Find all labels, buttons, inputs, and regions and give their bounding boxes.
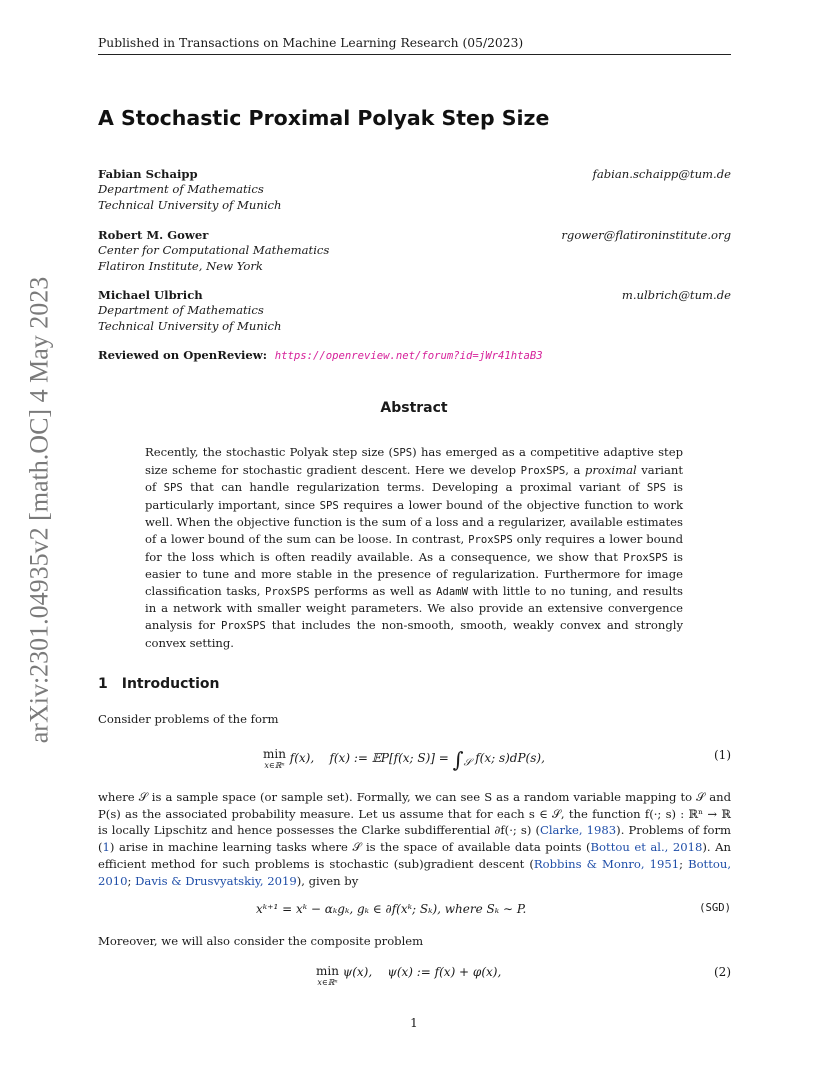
paragraph-composite: Moreover, we will also consider the composite problem [98,934,424,948]
emphasis: proximal [584,462,637,477]
reviewed-line [98,348,543,362]
author-affiliation: Flatiron Institute, New York [98,258,263,273]
author-affiliation: Department of Mathematics [98,182,264,197]
arxiv-stamp [24,255,54,765]
code-term: SPS [393,447,413,459]
section-title: Introduction [121,676,220,692]
author-affiliation: Technical University of Munich [98,318,282,333]
author-email[interactable]: rgower@flatironinstitute.org [561,228,731,242]
openreview-link[interactable]: https://openreview.net/forum?id=jWr41htaB3 [274,350,543,362]
reviewed-label: Reviewed on OpenReview: [98,348,268,362]
author-affiliation: Technical University of Munich [98,197,282,212]
citation[interactable]: Bottou et al., 2018 [590,840,703,855]
author-name: Robert M. Gower [98,228,209,242]
expectation-def: f(x) := 𝔼P[f(x; S)] = [329,751,449,765]
integrand: f(x; s)dP(s), [475,751,545,765]
author-affiliation: Center for Computational Mathematics [98,243,330,258]
code-term: ProxSPS [221,619,266,632]
citation[interactable]: Bottou, 2010 [98,856,732,888]
section-number: 1 [98,676,108,692]
equation-sgd [98,902,731,920]
section-heading [98,676,220,692]
code-term: ProxSPS [623,551,668,564]
code-term: ProxSPS [468,533,513,546]
code-term: ProxSPS [520,464,566,477]
author-affiliation: Department of Mathematics [98,303,264,318]
arxiv-stamp-text: arXiv:2301.04935v2 [math.OC] 4 May 2023 [24,276,54,744]
integral-sign: ∫ [452,748,464,772]
equation-tag: (2) [714,965,731,979]
citation[interactable]: Davis & Drusvyatskiy, 2019 [135,873,297,888]
author-email[interactable]: fabian.schaipp@tum.de [592,167,731,181]
equation-tag: (SGD) [699,902,731,914]
code-term: ProxSPS [265,585,310,598]
author-block-1 [98,167,731,213]
author-name: Michael Ulbrich [98,288,203,302]
equation-ref[interactable]: 1 [102,840,110,855]
code-term: SPS [646,482,666,495]
objective: f(x), [289,751,315,765]
code-term: SPS [163,482,183,495]
equation-sgd-body: xᵏ⁺¹ = xᵏ − αₖgₖ, gₖ ∈ ∂f(xᵏ; Sₖ), where Sₖ ∼ P. [256,902,527,916]
paper-title: A Stochastic Proximal Polyak Step Size [98,106,550,130]
min-operator: min x∈ℝⁿ [263,747,286,770]
equation-2-body: min x∈ℝⁿ ψ(x), ψ(x) := f(x) + φ(x), [316,964,502,987]
equation-1-body: min x∈ℝⁿ f(x), f(x) := 𝔼P[f(x; $S)] = \int_𝒮$ f(x; s)dP(s), [263,747,545,772]
abstract-text: Recently, the stochastic Polyak step size (SPS) has emerged as a competitive adaptive step size scheme for stochastic gradient descent. Here we develop ProxSPS, a proximal variant of SPS that can handle regularization terms. Developing a proximal variant of SPS is particularly important, since SPS requires a lower bound of the objective function to work well. When the objective function is the sum of a loss and a regularizer, available estimates of a lower bound of the sum can be loose. In contrast, ProxSPS only requires a lower bound for the loss which is often readily available. As a consequence, we show that ProxSPS is easier to tune and more stable in the presence of regularization. Furthermore for image classification tasks, ProxSPS performs as well as AdamW with little to no tuning, and results in a network with smaller weight parameters. We also provide an extensive convergence analysis for ProxSPS that includes the non-smooth, smooth, weakly convex and strongly convex setting. [145,445,684,650]
page-number: 1 [410,1016,418,1030]
min-operator: min x∈ℝⁿ [316,964,339,987]
abstract-heading: Abstract [380,400,448,416]
author-block-3 [98,288,731,334]
code-term: SPS [319,499,339,512]
citation[interactable]: Clarke, 1983 [539,823,617,838]
intro-sentence: Consider problems of the form [98,712,279,726]
paragraph-body: where 𝒮 is a sample space (or sample set). Formally, we can see S as a random variable mapping to 𝒮 and P(s) as the associated probability measure. Let us assume that for each s ∈ 𝒮, the function f(·; s) : ℝⁿ → ℝ is locally Lipschitz and hence possesses the Clarke subdifferential ∂f(·; s) (Clarke, 1983). Problems of form (1) arise in machine learning tasks where 𝒮 is the space of available data points (Bottou et al., 2018). An efficient method for such problems is stochastic (sub)gradient descent (Robbins & Monro, 1951; Bottou, 2010; Davis & Drusvyatskiy, 2019), given by [98,790,732,888]
equation-1 [98,748,731,780]
citation[interactable]: Robbins & Monro, 1951 [533,856,680,871]
journal-header: Published in Transactions on Machine Learning Research (05/2023) [98,36,731,55]
author-block-2 [98,228,731,274]
author-email[interactable]: m.ulbrich@tum.de [621,288,731,302]
equation-tag: (1) [714,748,731,762]
author-name: Fabian Schaipp [98,167,198,181]
equation-2 [98,965,731,995]
code-term: AdamW [436,585,468,598]
